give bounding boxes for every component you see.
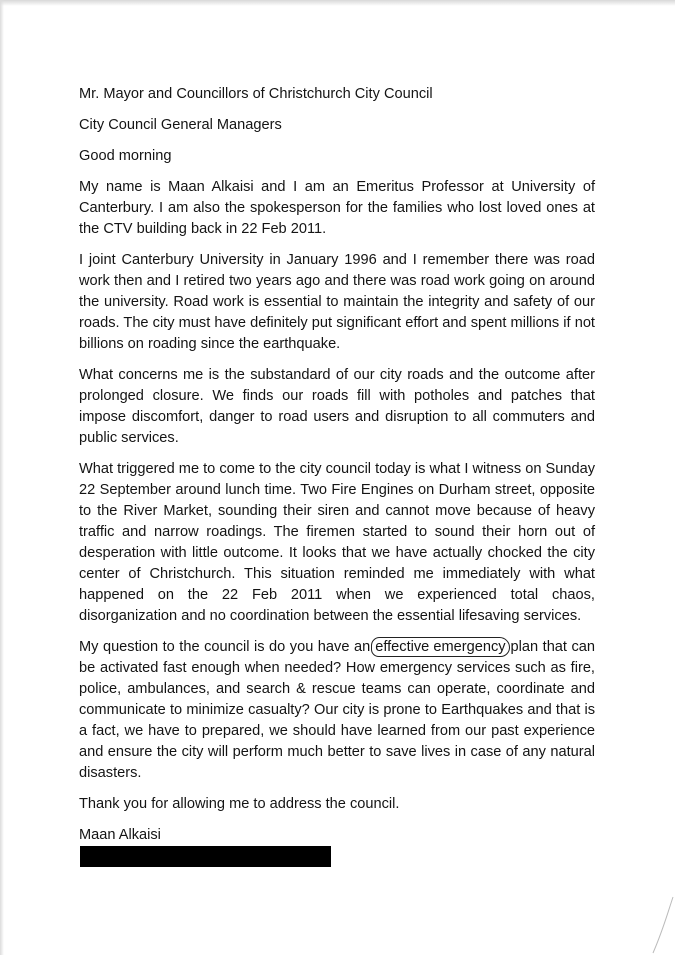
salutation-managers: City Council General Managers [79, 117, 282, 133]
scan-edge-left [0, 0, 4, 955]
redaction-bar [80, 846, 331, 867]
scan-edge-top [0, 0, 675, 6]
closing-line: Thank you for allowing me to address the council. [79, 796, 400, 812]
letter-body [79, 84, 595, 856]
paragraph-roadwork: I joint Canterbury University in January 1996 and I remember there was road work then and I retired two years ago and there was road work going on around the university. Road work is essential to maintain the integrity and safety of our roads. The city must have definitely put significant effort and spent millions if not billions on roading since the earthquake. [79, 252, 595, 352]
page-curl-mark [645, 895, 675, 955]
circled-annotation: effective emergency [371, 637, 509, 657]
salutation-mayor: Mr. Mayor and Councillors of Christchurch City Council [79, 86, 433, 102]
greeting: Good morning [79, 148, 172, 164]
paragraph-concerns: What concerns me is the substandard of our city roads and the outcome after prolonged closure. We finds our roads fill with potholes and patches that impose discomfort, danger to road users and disruption to all commuters and public services. [79, 367, 595, 446]
paragraph-incident: What triggered me to come to the city council today is what I witness on Sunday 22 September around lunch time. Two Fire Engines on Durham street, opposite to the River Market, sounding their siren and cannot move because of heavy traffic and narrow roadings. The firemen started to sound their horn out of desperation with little outcome. It looks that we have actually chocked the city center of Christchurch. This situation reminded me immediately with what happened on the 22 Feb 2011 when we experienced total chaos, disorganization and no coordination between the essential lifesaving services. [79, 461, 595, 624]
paragraph-question [79, 637, 595, 784]
signature-name: Maan Alkaisi [79, 827, 161, 843]
paragraph-introduction: My name is Maan Alkaisi and I am an Emeritus Professor at University of Canterbury. I am also the spokesperson for the families who lost loved ones at the CTV building back in 22 Feb 2011. [79, 179, 595, 237]
question-text-start: My question to the council is do you have an [79, 639, 371, 655]
question-text-end: plan that can be activated fast enough when needed? How emergency services such as fire, police, ambulances, and search & rescue teams can operate, coordinate and communicate to minimize casualty? Our city is prone to Earthquakes and that is a fact, we have to prepared, we should have learned from our past experience and ensure the city will perform much better to save lives in case of any natural disasters. [79, 639, 596, 781]
